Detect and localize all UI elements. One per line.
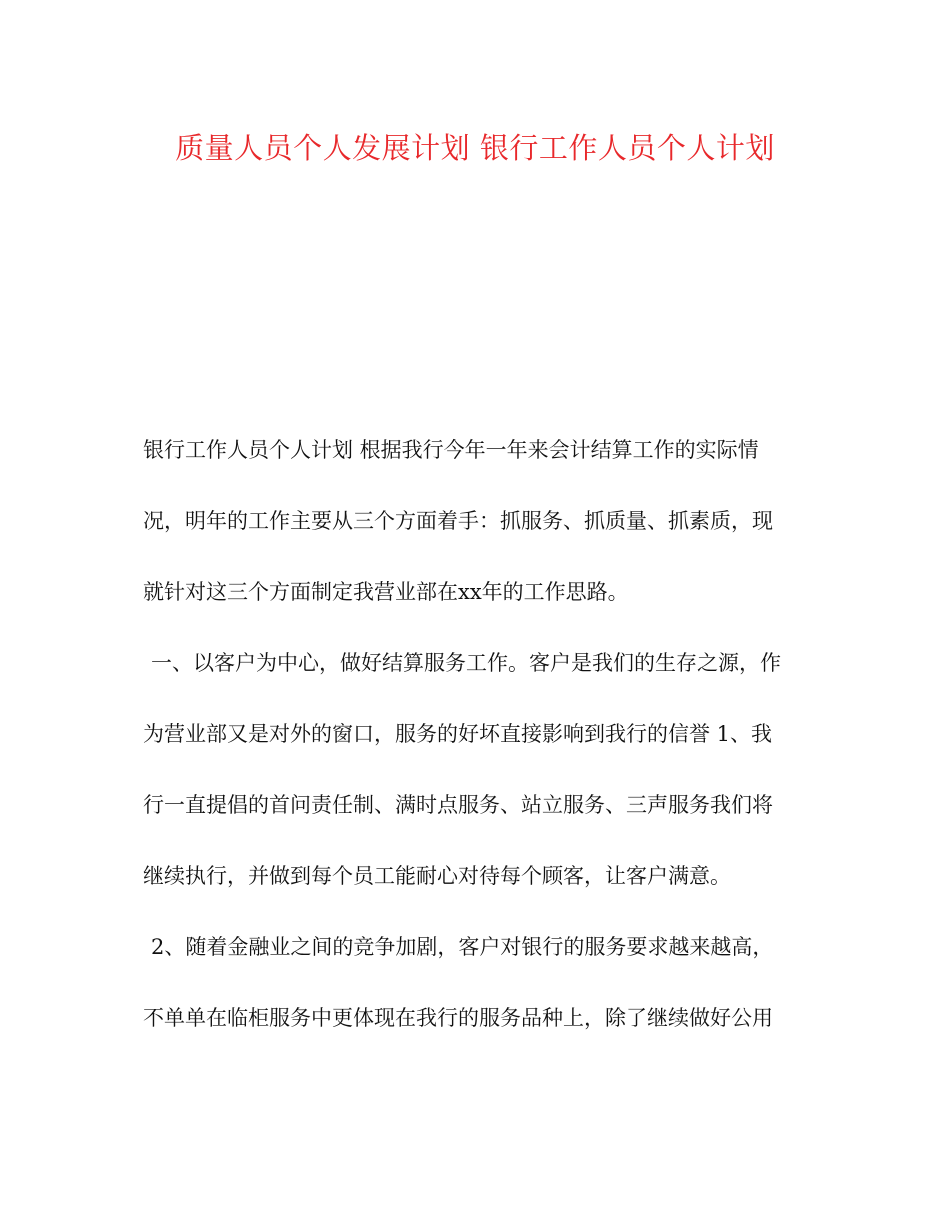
body-line: 银行工作人员个人计划 根据我行今年一年来会计结算工作的实际情 [143,438,759,462]
body-line: 2、随着金融业之间的竞争加剧，客户对银行的服务要求越来越高， [151,935,774,959]
document-body [143,430,823,1069]
body-line: 一、以客户为中心，做好结算服务工作。客户是我们的生存之源，作 [151,651,781,675]
body-line: 况，明年的工作主要从三个方面着手：抓服务、抓质量、抓素质，现 [143,509,773,533]
body-line: 就针对这三个方面制定我营业部在xx年的工作思路。 [143,580,629,604]
document-title: 质量人员个人发展计划 银行工作人员个人计划 [175,131,775,165]
body-line: 行一直提倡的首问责任制、满时点服务、站立服务、三声服务我们将 [143,793,773,817]
body-line: 继续执行，并做到每个员工能耐心对待每个顾客，让客户满意。 [143,864,731,888]
body-line: 为营业部又是对外的窗口，服务的好坏直接影响到我行的信誉 1、我 [143,722,773,746]
body-line: 不单单在临柜服务中更体现在我行的服务品种上，除了继续做好公用 [143,1006,773,1030]
